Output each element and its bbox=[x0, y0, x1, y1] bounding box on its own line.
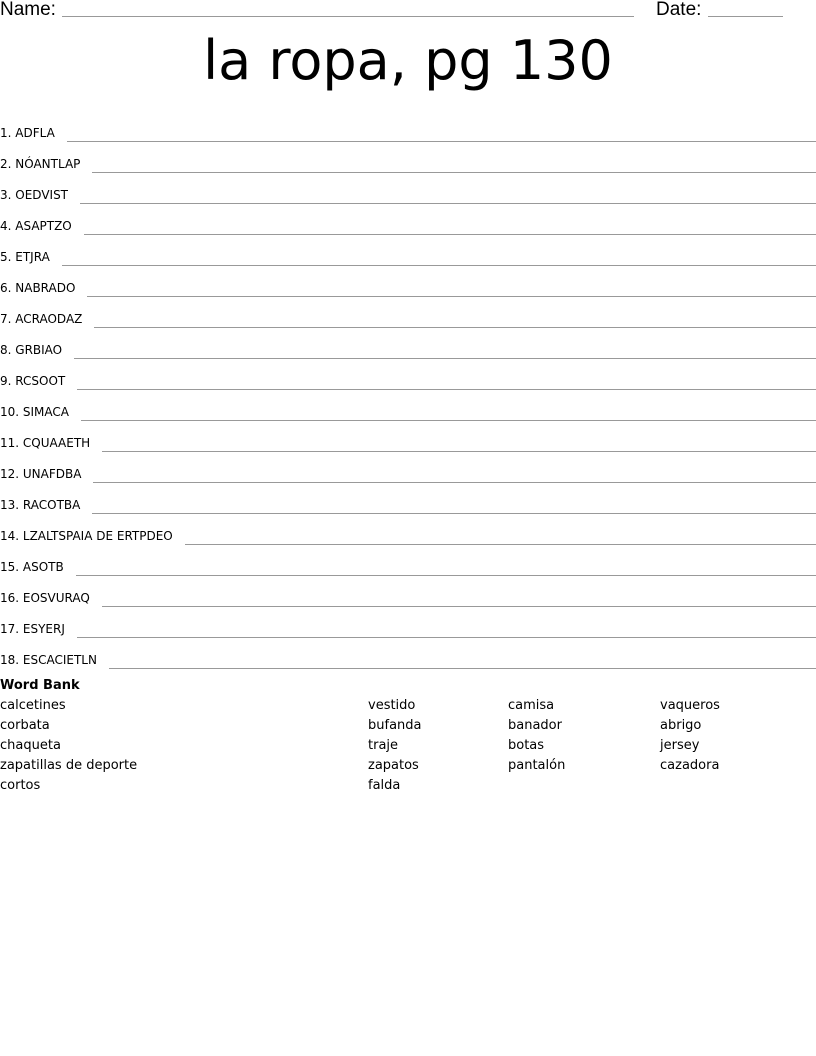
scramble-item bbox=[0, 452, 816, 483]
word-bank-word: calcetines bbox=[0, 698, 66, 713]
scramble-word: 8. GRBIAO bbox=[0, 343, 63, 357]
word-bank-word: corbata bbox=[0, 718, 50, 733]
answer-line[interactable] bbox=[74, 357, 816, 359]
word-bank-word: vaqueros bbox=[660, 698, 720, 713]
header bbox=[0, 0, 816, 22]
scramble-word: 9. RCSOOT bbox=[0, 374, 66, 388]
word-bank-word: camisa bbox=[508, 698, 555, 713]
scramble-word: 4. ASAPTZO bbox=[0, 219, 72, 233]
answer-line[interactable] bbox=[62, 264, 816, 266]
scramble-item bbox=[0, 421, 816, 452]
answer-line[interactable] bbox=[77, 388, 816, 390]
answer-line[interactable] bbox=[80, 202, 816, 204]
answer-line[interactable] bbox=[102, 450, 816, 452]
scramble-item bbox=[0, 483, 816, 514]
scramble-item bbox=[0, 235, 816, 266]
answer-line[interactable] bbox=[92, 171, 816, 173]
scramble-list bbox=[0, 111, 816, 669]
scramble-word: 16. EOSVURAQ bbox=[0, 591, 90, 605]
word-bank-word: traje bbox=[368, 738, 399, 753]
word-bank-column bbox=[660, 697, 720, 777]
word-bank-word: botas bbox=[508, 738, 545, 753]
answer-line[interactable] bbox=[109, 667, 816, 669]
word-bank-grid bbox=[0, 695, 816, 795]
scramble-item bbox=[0, 545, 816, 576]
answer-line[interactable] bbox=[76, 574, 816, 576]
scramble-item bbox=[0, 359, 816, 390]
word-bank-word: cortos bbox=[0, 778, 41, 793]
word-bank-word: abrigo bbox=[660, 718, 702, 733]
word-bank-title: Word Bank bbox=[0, 678, 80, 693]
answer-line[interactable] bbox=[84, 233, 816, 235]
scramble-word: 12. UNAFDBA bbox=[0, 467, 82, 481]
scramble-word: 11. CQUAAETH bbox=[0, 436, 91, 450]
scramble-item bbox=[0, 204, 816, 235]
scramble-word: 1. ADFLA bbox=[0, 126, 55, 140]
scramble-item bbox=[0, 142, 816, 173]
scramble-word: 10. SIMACA bbox=[0, 405, 69, 419]
name-label: Name: bbox=[0, 0, 56, 20]
answer-line[interactable] bbox=[92, 512, 816, 514]
word-bank-word: cazadora bbox=[660, 758, 720, 773]
name-blank-line[interactable] bbox=[62, 16, 634, 17]
answer-line[interactable] bbox=[77, 636, 816, 638]
scramble-item bbox=[0, 576, 816, 607]
scramble-item bbox=[0, 514, 816, 545]
scramble-word: 5. ETJRA bbox=[0, 250, 50, 264]
answer-line[interactable] bbox=[185, 543, 816, 545]
scramble-word: 7. ACRAODAZ bbox=[0, 312, 83, 326]
answer-line[interactable] bbox=[67, 140, 816, 142]
answer-line[interactable] bbox=[102, 605, 816, 607]
scramble-word: 13. RACOTBA bbox=[0, 498, 81, 512]
word-bank-word: zapatos bbox=[368, 758, 419, 773]
answer-line[interactable] bbox=[81, 419, 816, 421]
scramble-word: 15. ASOTB bbox=[0, 560, 64, 574]
scramble-item bbox=[0, 390, 816, 421]
word-bank-word: pantalón bbox=[508, 758, 566, 773]
scramble-word: 2. NÓANTLAP bbox=[0, 157, 81, 171]
answer-line[interactable] bbox=[94, 326, 816, 328]
answer-line[interactable] bbox=[87, 295, 816, 297]
word-bank-word: zapatillas de deporte bbox=[0, 758, 138, 773]
word-bank-word: vestido bbox=[368, 698, 416, 713]
word-bank-word: chaqueta bbox=[0, 738, 61, 753]
word-bank-column bbox=[508, 697, 565, 777]
scramble-item bbox=[0, 111, 816, 142]
scramble-item bbox=[0, 173, 816, 204]
date-label: Date: bbox=[656, 0, 702, 20]
scramble-word: 17. ESYERJ bbox=[0, 622, 65, 636]
word-bank-word: banador bbox=[508, 718, 562, 733]
date-blank-line[interactable] bbox=[708, 16, 783, 17]
word-bank-word: jersey bbox=[660, 738, 700, 753]
page-title: la ropa, pg 130 bbox=[203, 29, 613, 92]
word-bank-column bbox=[0, 697, 137, 797]
scramble-word: 3. OEDVIST bbox=[0, 188, 69, 202]
scramble-item bbox=[0, 607, 816, 638]
scramble-word: 18. ESCACIETLN bbox=[0, 653, 97, 667]
scramble-item bbox=[0, 297, 816, 328]
word-bank-word: bufanda bbox=[368, 718, 422, 733]
scramble-item bbox=[0, 638, 816, 669]
scramble-item bbox=[0, 266, 816, 297]
scramble-word: 6. NABRADO bbox=[0, 281, 76, 295]
word-bank bbox=[0, 677, 816, 795]
word-bank-column bbox=[368, 697, 422, 797]
scramble-word: 14. LZALTSPAIA DE ERTPDEO bbox=[0, 529, 173, 543]
word-bank-word: falda bbox=[368, 778, 401, 793]
answer-line[interactable] bbox=[93, 481, 816, 483]
scramble-item bbox=[0, 328, 816, 359]
